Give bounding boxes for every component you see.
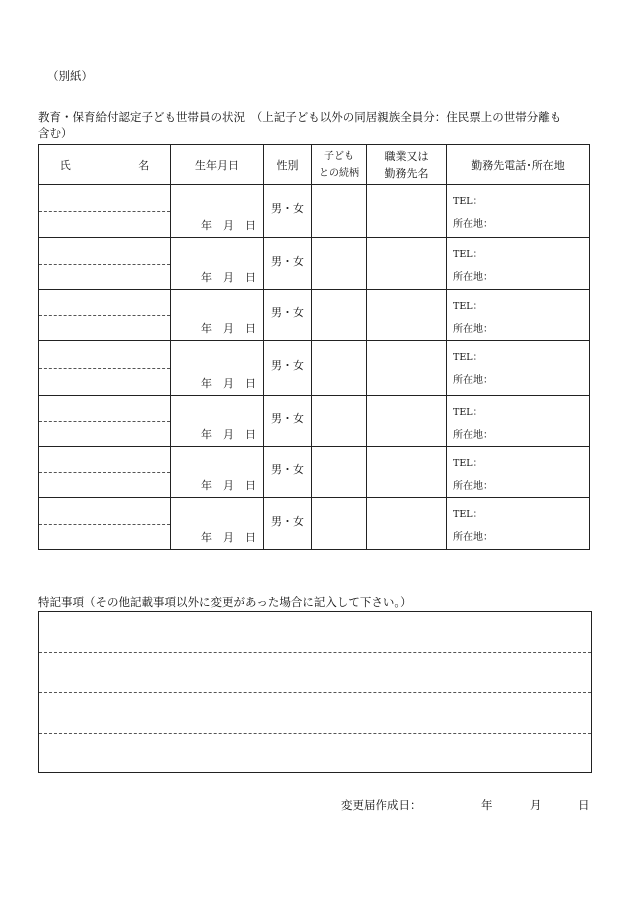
contact-field[interactable]	[447, 238, 590, 290]
header-sex: 性別	[264, 145, 312, 185]
table-header-row	[39, 145, 590, 185]
creation-date-month: 月	[530, 798, 542, 812]
dob-ymd: 年 月 日	[201, 531, 256, 544]
contact-field[interactable]	[447, 447, 590, 498]
dob-ymd: 年 月 日	[201, 428, 256, 441]
job-field[interactable]	[367, 290, 447, 341]
section-title: 教育・保育給付認定子ども世帯員の状況 （上記子ども以外の同居親族全員分：住民票上の世帯分離も	[38, 110, 562, 124]
table-row	[39, 498, 590, 550]
name-field[interactable]	[39, 290, 171, 341]
sex-options: 男・女	[271, 359, 304, 372]
sex-field[interactable]	[264, 447, 312, 498]
tel-label: TEL：	[453, 249, 483, 260]
tel-label: TEL：	[453, 196, 483, 207]
notes-line	[39, 733, 591, 734]
name-field[interactable]	[39, 341, 171, 396]
location-label: 所在地：	[453, 219, 493, 230]
relation-field[interactable]	[312, 447, 367, 498]
header-relation-line1: 子ども	[324, 150, 354, 162]
header-job-line1: 職業又は	[384, 149, 429, 163]
name-divider	[39, 211, 170, 212]
sex-field[interactable]	[264, 185, 312, 238]
name-field[interactable]	[39, 447, 171, 498]
notes-title: 特記事項（その他記載事項以外に変更があった場合に記入して下さい。）	[38, 595, 412, 609]
dob-ymd: 年 月 日	[201, 271, 256, 284]
job-field[interactable]	[367, 498, 447, 550]
header-relation-line2: との続柄	[319, 167, 359, 179]
creation-date-day: 日	[578, 798, 590, 812]
section-title-continued: 含む）	[38, 126, 73, 140]
dob-field[interactable]	[171, 396, 264, 447]
contact-field[interactable]	[447, 185, 590, 238]
name-divider	[39, 524, 170, 525]
job-field[interactable]	[367, 396, 447, 447]
contact-field[interactable]	[447, 341, 590, 396]
dob-field[interactable]	[171, 185, 264, 238]
relation-field[interactable]	[312, 290, 367, 341]
sex-field[interactable]	[264, 396, 312, 447]
dob-field[interactable]	[171, 238, 264, 290]
table-row	[39, 290, 590, 341]
relation-field[interactable]	[312, 238, 367, 290]
header-relation	[312, 145, 367, 185]
creation-date-label: 変更届作成日：	[341, 798, 422, 812]
header-name-given: 名	[138, 158, 150, 172]
dob-field[interactable]	[171, 290, 264, 341]
location-label: 所在地：	[453, 532, 493, 543]
name-field[interactable]	[39, 238, 171, 290]
name-divider	[39, 315, 170, 316]
sex-options: 男・女	[271, 463, 304, 476]
relation-field[interactable]	[312, 498, 367, 550]
location-label: 所在地：	[453, 375, 493, 386]
table-row	[39, 396, 590, 447]
header-dob: 生年月日	[171, 145, 264, 185]
table-row	[39, 447, 590, 498]
dob-field[interactable]	[171, 341, 264, 396]
sex-options: 男・女	[271, 514, 304, 528]
notes-line	[39, 652, 591, 653]
tel-label: TEL：	[453, 301, 483, 312]
header-job	[367, 145, 447, 185]
name-field[interactable]	[39, 498, 171, 550]
header-job-line2: 勤務先名	[384, 166, 429, 180]
name-divider	[39, 472, 170, 473]
relation-field[interactable]	[312, 396, 367, 447]
location-label: 所在地：	[453, 272, 493, 283]
sex-field[interactable]	[264, 290, 312, 341]
name-field[interactable]	[39, 185, 171, 238]
tel-label: TEL：	[453, 458, 483, 469]
job-field[interactable]	[367, 341, 447, 396]
contact-field[interactable]	[447, 498, 590, 550]
dob-ymd: 年 月 日	[201, 322, 256, 335]
notes-line	[39, 692, 591, 693]
sex-options: 男・女	[271, 202, 304, 215]
location-label: 所在地：	[453, 430, 493, 441]
dob-field[interactable]	[171, 498, 264, 550]
name-field[interactable]	[39, 396, 171, 447]
table-row	[39, 238, 590, 290]
dob-ymd: 年 月 日	[201, 377, 256, 390]
relation-field[interactable]	[312, 185, 367, 238]
header-name	[39, 145, 171, 185]
dob-ymd: 年 月 日	[201, 479, 256, 492]
name-divider	[39, 264, 170, 265]
relation-field[interactable]	[312, 341, 367, 396]
location-label: 所在地：	[453, 324, 493, 335]
dob-ymd: 年 月 日	[201, 219, 256, 232]
tel-label: TEL：	[453, 407, 483, 418]
table-row	[39, 185, 590, 238]
notes-box[interactable]	[38, 611, 592, 773]
job-field[interactable]	[367, 238, 447, 290]
tel-label: TEL：	[453, 352, 483, 363]
job-field[interactable]	[367, 447, 447, 498]
contact-field[interactable]	[447, 290, 590, 341]
header-name-family: 氏	[59, 158, 71, 172]
sex-field[interactable]	[264, 498, 312, 550]
table-row	[39, 341, 590, 396]
sex-field[interactable]	[264, 238, 312, 290]
job-field[interactable]	[367, 185, 447, 238]
sex-options: 男・女	[271, 254, 304, 268]
dob-field[interactable]	[171, 447, 264, 498]
name-divider	[39, 368, 170, 369]
contact-field[interactable]	[447, 396, 590, 447]
name-divider	[39, 421, 170, 422]
sex-options: 男・女	[271, 306, 304, 319]
header-contact: 勤務先電話･所在地	[447, 145, 590, 185]
tel-label: TEL：	[453, 509, 483, 520]
location-label: 所在地：	[453, 481, 493, 492]
attachment-label: （別紙）	[47, 69, 93, 83]
creation-date-year: 年	[481, 798, 493, 812]
household-members-table	[38, 144, 590, 550]
sex-field[interactable]	[264, 341, 312, 396]
sex-options: 男・女	[271, 412, 304, 425]
